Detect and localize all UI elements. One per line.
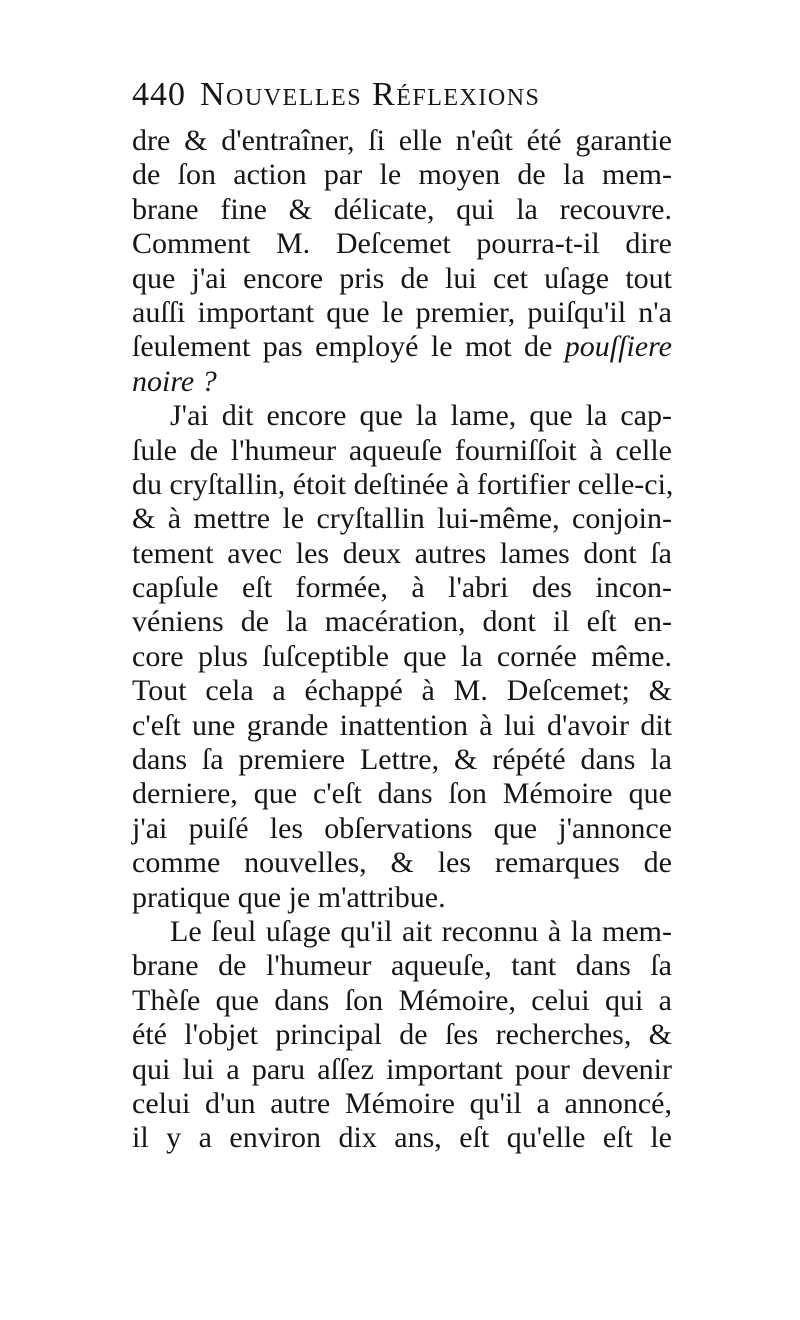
text-line: dre & d'entraîner, ſi elle n'eût été garantie xyxy=(132,124,672,157)
paragraph-start-line: J'ai dit encore que la lame, que la cap- xyxy=(170,399,672,433)
text-line: qui lui a paru aſſez important pour devenir xyxy=(132,1052,672,1086)
text-line: celui d'un autre Mémoire qu'il a annoncé, xyxy=(132,1086,672,1120)
text-line: pratique que je m'attribue. xyxy=(132,880,446,914)
text-line: capſule eſt formée, à l'abri des incon- xyxy=(132,571,672,605)
text-fragment: ſeulement pas employé le mot de xyxy=(132,330,565,364)
italic-term: pouſſiere xyxy=(564,330,672,364)
text-line: Comment M. Deſcemet pourra-t-il dire xyxy=(132,227,672,261)
text-line xyxy=(132,365,672,399)
text-line: brane fine & délicate, qui la recouvre. xyxy=(132,192,672,226)
text-line: été l'objet principal de ſes recherches, & xyxy=(132,1018,672,1052)
text-line: dans ſa premiere Lettre, & répété dans la xyxy=(132,743,672,777)
page-number: 440 xyxy=(132,76,186,113)
text-line: auſſi important que le premier, puiſqu'il n'a xyxy=(132,295,672,329)
running-title: Nouvelles Réflexions xyxy=(200,76,541,113)
text-line: tement avec les deux autres lames dont ſa xyxy=(132,536,672,570)
text-line: & à mettre le cryſtallin lui-même, conjoin- xyxy=(132,502,672,536)
text-line: c'eſt une grande inattention à lui d'avoir dit xyxy=(132,708,672,742)
text-line: derniere, que c'eſt dans ſon Mémoire que xyxy=(132,777,672,811)
text-line: comme nouvelles, & les remarques de xyxy=(132,846,672,880)
text-line: ſule de l'humeur aqueuſe fourniſſoit à celle xyxy=(132,433,672,467)
text-line: Thèſe que dans ſon Mémoire, celui qui a xyxy=(132,983,672,1017)
text-line: Tout cela a échappé à M. Deſcemet; & xyxy=(132,674,672,708)
text-line: il y a environ dix ans, eſt qu'elle eſt le xyxy=(132,1121,672,1155)
text-line: de ſon action par le moyen de la mem- xyxy=(132,158,672,192)
text-line: core plus ſuſceptible que la cornée même. xyxy=(132,639,672,673)
italic-term: noire ? xyxy=(132,364,217,398)
text-line: j'ai puiſé les obſervations que j'annonce xyxy=(132,811,672,845)
text-line xyxy=(132,330,672,364)
page-header xyxy=(132,76,672,120)
body-text xyxy=(132,124,672,1156)
paragraph-start-line: Le ſeul uſage qu'il ait reconnu à la mem- xyxy=(170,914,672,948)
text-line: du cryſtallin, étoit deſtinée à fortifier celle-ci, xyxy=(132,467,674,501)
text-line: que j'ai encore pris de lui cet uſage tout xyxy=(132,261,672,295)
text-line: véniens de la macération, dont il eſt en- xyxy=(132,605,672,639)
text-line: brane de l'humeur aqueuſe, tant dans ſa xyxy=(132,949,672,983)
